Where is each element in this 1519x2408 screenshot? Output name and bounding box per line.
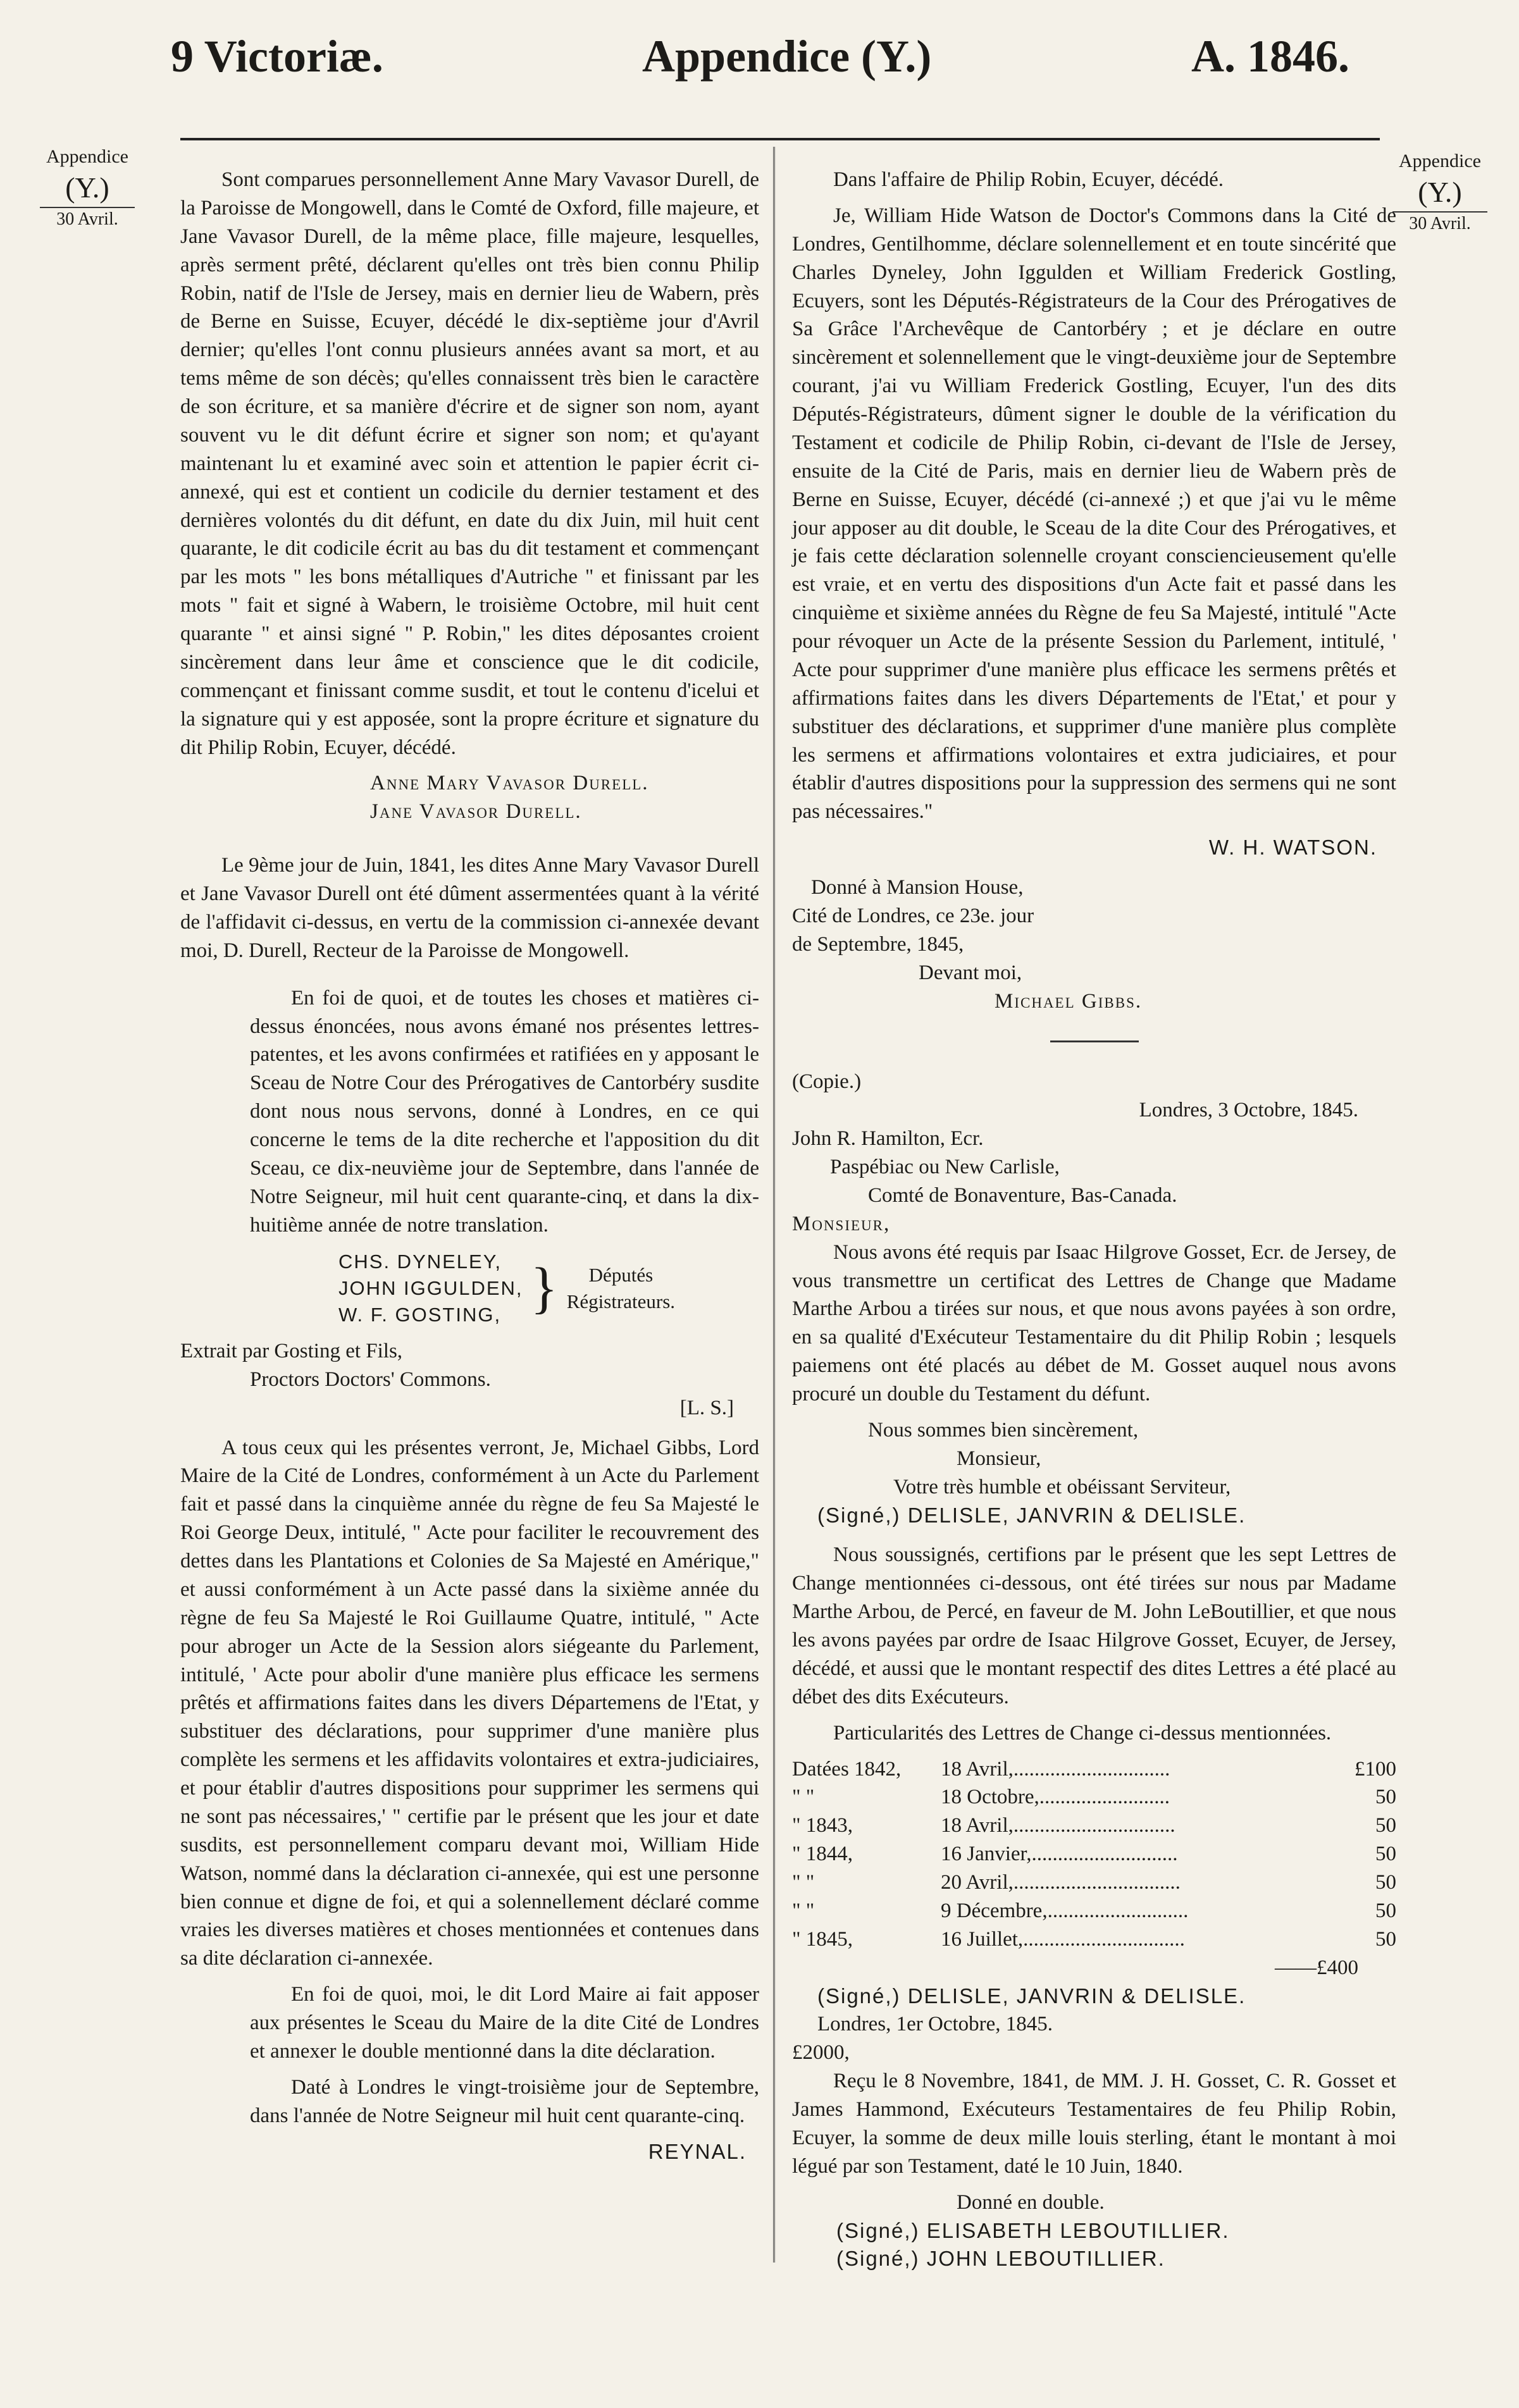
before-me: Devant moi, (919, 961, 1022, 984)
signature-anne: Anne Mary Vavasor Durell. (370, 772, 649, 795)
header-year: A. 1846. (1191, 31, 1349, 82)
deputy-gosting: W. F. GOSTING, (338, 1303, 502, 1326)
left-margin-note (30, 144, 144, 231)
copy-label: (Copie.) (792, 1070, 862, 1094)
oath-paragraph: Le 9ème jour de Juin, 1841, les dites Anne Mary Vavasor Durell et Jane Vavasor Durell ont été dûment assermentées quant à la vérité de l'affidavit ci-dessus, en vertu de la commission ci-annexée devant moi, D. Durell, Recteur de la Paroisse de Mongowell. (180, 854, 759, 962)
margin-y-label: (Y.) (1418, 176, 1462, 208)
letters-patent-paragraph: En foi de quoi, et de toutes les choses et matières ci-dessus énoncées, nous avons émané nos présentes lettres-patentes, et les avons confirmées et ratifiées en y apposant le Sceau de Notre Cour des Prérogatives de Cantorbéry susdite dont nous nous servons, donné à Londres, en ce qui concerne le tems de la dite recherche et l'apposition du dit Sceau, ce dix-neuvième jour de Septembre, dans l'année de Notre Seigneur, mil huit cent quarante-cinq, et dans la dix-huitième année de notre translation. (250, 986, 759, 1237)
certificate-paragraph: Nous soussignés, certifions par le présent que les sept Lettres de Change mentionnées ci-dessous, ont été tirées sur nous par Madame Marthe Arbou, de Percé, en faveur de M. John LeBoutillier, et que nous les avons payées par ordre de Isaac Hilgrove Gosset, Ecuyer, de Jersey, décédé, et aussi que le montant respectif des dites Lettres a été placé au débet des dits Exécuteurs. (792, 1543, 1396, 1708)
left-column (180, 166, 759, 2166)
matter-heading: Dans l'affaire de Philip Robin, Ecuyer, décédé. (833, 168, 1224, 191)
closing-line-3: Votre très humble et obéissant Serviteur, (893, 1475, 1231, 1498)
margin-y-label: (Y.) (65, 171, 109, 204)
deputy-iggulden: JOHN IGGULDEN, (338, 1276, 523, 1299)
table-row: " 1843, 18 Avril,............................... 50 (792, 1814, 1396, 1837)
address-line-2: Paspébiac ou New Carlisle, (830, 1156, 1060, 1178)
right-margin-note (1383, 149, 1497, 235)
seal-mark: [L. S.] (679, 1396, 734, 1419)
dated-paragraph: Daté à Londres le vingt-troisième jour de Septembre, dans l'année de Notre Seigneur mil huit cent quarante-cinq. (250, 2075, 759, 2127)
bills-table (792, 1755, 1396, 1982)
lord-mayor-seal-paragraph: En foi de quoi, moi, le dit Lord Maire ai fait apposer aux présentes le Sceau du Maire de la dite Cité de Londres et annexer le double mentionné dans la dite déclaration. (250, 1983, 759, 2063)
signature-delisle-1: (Signé,) DELISLE, JANVRIN & DELISLE. (817, 1503, 1246, 1527)
letter-dateline: Londres, 3 Octobre, 1845. (1139, 1099, 1358, 1122)
particulars-heading: Particularités des Lettres de Change ci-dessus mentionnées. (833, 1721, 1332, 1744)
table-row: " " 18 Octobre,......................... 50 (792, 1786, 1396, 1809)
role-line-1: Députés (588, 1263, 654, 1286)
london-date: Londres, 1er Octobre, 1845. (817, 2013, 1053, 2036)
signature-watson: W. H. WATSON. (1208, 836, 1377, 860)
signature-reynal: REYNAL. (648, 2139, 747, 2163)
right-column (792, 166, 1396, 2273)
signature-delisle-2: (Signé,) DELISLE, JANVRIN & DELISLE. (817, 1984, 1246, 2008)
margin-appendix-label: Appendice (46, 146, 128, 167)
table-row: " " 9 Décembre,........................... 50 (792, 1899, 1396, 1922)
affidavit-paragraph: Sont comparues personnellement Anne Mary Vavasor Durell, de la Paroisse de Mongowell, dans le Comté de Oxford, fille majeure, et Jane Vavasor Durell, de la même place, fille majeure, lesquelles, après serment prêté, déclarent qu'elles ont très bien connu Philip Robin, natif de l'Isle de Jersey, mais en dernier lieu de Wabern, près de Berne en Suisse, Ecuyer, décédé le dix-septième jour d'Avril dernier; qu'elles l'ont connu plusieurs années avant sa mort, et au tems même de son décès; qu'elles connaissent très bien le caractère de son écriture, et sa manière d'écrire et de signer son nom, ayant souvent vu le dit défunt écrire et signer son nom; et qu'ayant maintenant lu et examiné avec soin et attention le papier écrit ci-annexé, qui est et contient un codicile du dernier testament et des dernières volontés du dit défunt, en date du dix Juin, mil huit cent quarante, le dit codicile écrit au bas du dit testament et commençant par les mots " les bons métalliques d'Autriche " et finissant par les mots " fait et signé à Wabern, le troisième Octobre, mil huit cent quarante " et ainsi signé " P. Robin," les dites déposantes croient sincèrement dans leur âme et conscience que le dit codicile, commençant et finissant comme susdit, et tout le contenu d'icelui et la signature qui y est apposée, sont la propre écriture et signature du dit Philip Robin, Ecuyer, décédé. (180, 168, 759, 759)
deputy-dyneley: CHS. DYNELEY, (338, 1250, 502, 1273)
signature-john-leboutillier: (Signé,) JOHN LEBOUTILLIER. (836, 2247, 1165, 2271)
extract-line-2: Proctors Doctors' Commons. (250, 1368, 491, 1391)
closing-line-1: Nous sommes bien sincèrement, (868, 1418, 1139, 1442)
header-session: 9 Victoriæ. (171, 31, 383, 82)
margin-date: 30 Avril. (56, 209, 118, 229)
extract-line-1: Extrait par Gosting et Fils, (180, 1339, 403, 1362)
closing-line-2: Monsieur, (957, 1447, 1041, 1470)
margin-appendix-label: Appendice (1399, 151, 1481, 171)
margin-date: 30 Avril. (1409, 213, 1471, 233)
signature-gibbs: Michael Gibbs. (995, 989, 1143, 1013)
letter-body: Nous avons été requis par Isaac Hilgrove Gosset, Ecr. de Jersey, de vous transmettre un certificat des Lettres de Change que Madame Marthe Arbou a tirées sur nous, et que nous avons payées à son ordre, en sa qualité d'Exécuteur Testamentaire du dit Philip Robin ; lesquels paiemens ont été placés au débet de M. Gosset auquel nous avons procuré un double du Testament du défunt. (792, 1240, 1396, 1405)
receipt-amount: £2000, (792, 2041, 850, 2065)
deputy-role (567, 1262, 675, 1315)
given-in-double: Donné en double. (957, 2190, 1105, 2214)
given-line-2: Cité de Londres, ce 23e. jour (792, 904, 1034, 927)
signature-jane: Jane Vavasor Durell. (370, 800, 582, 824)
table-row: Datées 1842, 18 Avril,.............................. £100 (792, 1757, 1396, 1781)
column-divider (773, 147, 775, 2263)
header-appendix: Appendice (Y.) (642, 31, 932, 82)
signature-elisabeth: (Signé,) ELISABETH LEBOUTILLIER. (836, 2218, 1230, 2242)
address-line-3: Comté de Bonaventure, Bas-Canada. (868, 1183, 1177, 1207)
table-total: ——£400 (1275, 1956, 1358, 1979)
lord-mayor-certificate: A tous ceux qui les présentes verront, Je, Michael Gibbs, Lord Maire de la Cité de Londres, conformément à un Acte du Parlement fait et passé dans la cinquième année du règne de feu Sa Majesté le Roi George Deux, intitulé, " Acte pour faciliter le recouvrement des dettes dans les Plantations et Colonies de Sa Majesté en Amérique," et aussi conformément à un Acte passé dans la sixième année du règne de feu Sa Majesté le Roi Guillaume Quatre, intitulé, " Acte pour abroger un Acte de la Session alors siégeante du Parlement, intitulé, ' Acte pour abolir d'une manière plus efficace les sermens prêtés et affirmations faites dans les divers Départemens de l'Etat, y substituer des déclarations, pour supprimer d'une manière plus complète les sermens et les affidavits volontaires et extra-judiciaires, et pour établir d'autres dispositions pour supprimer les sermens qui ne sont pas nécessaires,' " certifie par le présent que les jour et date susdits, est personnellement comparu devant moi, William Hide Watson, nommé dans la déclaration ci-annexée, qui est une personne bien connue et digne de foi, et qui a solennellement déclaré comme vraies les diverses matières et choses mentionnées et contenues dans sa dite déclaration ci-annexée. (180, 1436, 759, 1970)
salutation: Monsieur, (792, 1212, 891, 1235)
brace-glyph: } (530, 1256, 559, 1319)
header-rule (180, 138, 1380, 140)
receipt-paragraph: Reçu le 8 Novembre, 1841, de MM. J. H. Gosset, C. R. Gosset et James Hammond, Exécuteurs Testamentaires de feu Philip Robin, Ecuyer, la somme de deux mille louis sterling, étant le montant à moi légué par son Testament, daté le 10 Juin, 1840. (792, 2070, 1396, 2178)
section-rule (1050, 1040, 1139, 1042)
table-row: " 1844, 16 Janvier,............................ 50 (792, 1843, 1396, 1866)
deputies-block (180, 1249, 759, 1328)
given-line-1: Donné à Mansion House, (811, 876, 1024, 899)
watson-declaration: Je, William Hide Watson de Doctor's Commons dans la Cité de Londres, Gentilhomme, déclare solennellement et en toute sincérité que Charles Dyneley, John Iggulden et William Frederick Gostling, Ecuyers, sont les Députés-Régistrateurs de la Cour des Prérogatives de Sa Grâce l'Archevêque de Cantorbéry ; et je déclare en outre sincèrement et solennellement que le vingt-deuxième jour de Septembre courant, j'ai vu William Frederick Gostling, Ecuyer, l'un des dits Députés-Régistrateurs, dûment signer le double de la vérification du Testament et codicile de Philip Robin, ci-devant de l'Isle de Jersey, ensuite de la Cité de Paris, mais en dernier lieu de Wabern près de Berne en Suisse, Ecuyer, décédé (ci-annexé ;) et que j'ai vu le même jour apposer au dit double, le Sceau de la dite Cour des Prérogatives, et je fais cette déclaration solennelle croyant consciencieusement qu'elle est vraie, et en vertu des dispositions d'un Acte fait et passé dans les cinquième et sixième années du Règne de feu Sa Majesté, intitulé "Acte pour révoquer un Acte de la présente Session du Parlement, intitulé, ' Acte pour supprimer d'une manière plus efficace les sermens prêtés et affirmations faites dans les divers Départements de l'Etat,' et pour y substituer des déclarations, et supprimer d'une manière plus complète les sermens et affirmations volontaires et extra judiciaires, et pour établir d'autres dispositions pour la suppression des sermens qui ne sont pas nécessaires." (792, 204, 1396, 824)
role-line-2: Régistrateurs. (566, 1290, 676, 1312)
table-row: " 1845, 16 Juillet,............................... 50 (792, 1927, 1396, 1951)
given-line-3: de Septembre, 1845, (792, 932, 964, 956)
table-row: " " 20 Avril,................................ 50 (792, 1871, 1396, 1894)
address-line-1: John R. Hamilton, Ecr. (792, 1127, 984, 1151)
